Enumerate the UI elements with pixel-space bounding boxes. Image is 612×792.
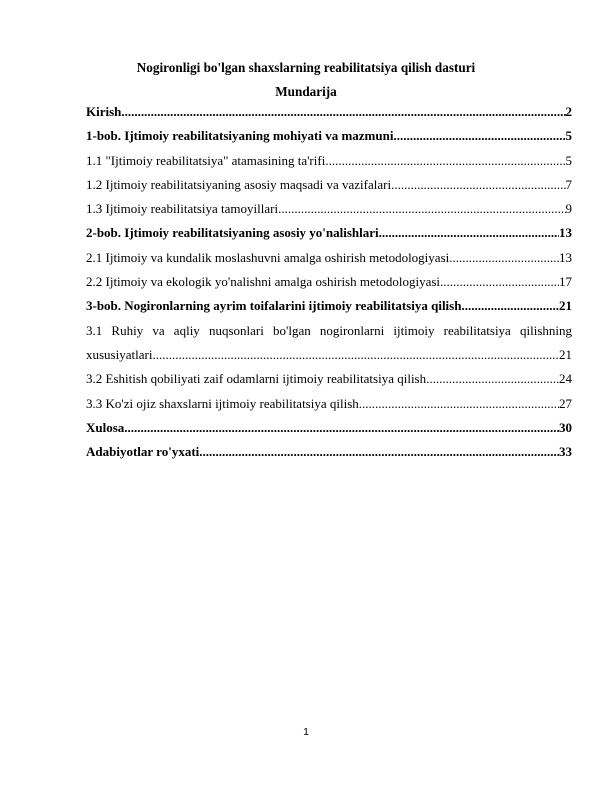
toc-leader-dots [199, 444, 559, 460]
toc-entry-label: Adabiyotlar ro'yxati [86, 444, 200, 460]
toc-entry-page: 5 [565, 128, 572, 144]
toc-entry-label: 1-bob. Ijtimoiy reabilitatsiyaning mohiyati va mazmuni [86, 128, 394, 144]
toc-leader-dots [379, 225, 559, 241]
toc-entry-label: Xulosa [86, 419, 125, 435]
table-of-contents [86, 104, 572, 468]
toc-entry-page: 9 [565, 201, 572, 217]
toc-entry-label: 1.2 Ijtimoiy reabilitatsiyaning asosiy maqsadi va vazifalari [86, 176, 392, 192]
toc-entry-page: 13 [559, 249, 572, 265]
toc-entry-page: 21 [559, 346, 572, 362]
toc-entry-label: 1.3 Ijtimoiy reabilitatsiya tamoyillari [86, 201, 279, 217]
toc-entry-1-2[interactable] [86, 177, 572, 201]
toc-entry-page: 2 [565, 104, 572, 119]
toc-leader-dots [393, 128, 565, 144]
toc-entry-label: 2.1 Ijtimoiy va kundalik moslashuvni amalga oshirish metodologiyasi [86, 249, 450, 265]
toc-entry-page: 13 [559, 225, 572, 241]
toc-leader-dots [440, 274, 559, 290]
page-number: 1 [303, 726, 309, 738]
toc-entry-page: 5 [565, 152, 572, 168]
document-title: Nogironligi bo'lgan shaxslarning reabilitatsiya qilish dasturi [136, 60, 476, 75]
toc-entry-label: 3.1 Ruhiy va aqliy nuqsonlari bo'lgan nogironlarni ijtimoiy reabilitatsiya qilishning [86, 322, 572, 338]
toc-heading: Mundarija [275, 84, 337, 99]
toc-entry-chapter-2[interactable] [86, 225, 572, 249]
toc-entry-2-1[interactable] [86, 250, 572, 274]
toc-entry-page: 33 [559, 444, 572, 460]
toc-entry-label: 3.2 Eshitish qobiliyati zaif odamlarni ijtimoiy reabilitatsiya qilish [86, 371, 427, 387]
toc-leader-dots [391, 177, 565, 193]
toc-entry-page: 30 [559, 419, 572, 435]
toc-entry-label: 3.3 Ko'zi ojiz shaxslarni ijtimoiy reabilitatsiya qilish [86, 395, 359, 411]
toc-entry-1-3[interactable] [86, 201, 572, 225]
toc-leader-dots [449, 250, 559, 266]
toc-leader-dots [461, 298, 559, 314]
toc-entry-page: 21 [559, 298, 572, 314]
toc-leader-dots [359, 396, 559, 412]
toc-leader-dots [124, 420, 559, 436]
toc-leader-dots [325, 153, 565, 169]
toc-leader-dots [121, 104, 565, 120]
toc-entry-3-1-line1[interactable] [86, 323, 572, 347]
toc-entry-page: 17 [559, 274, 572, 290]
toc-entry-chapter-3[interactable] [86, 298, 572, 322]
toc-entry-label: Kirish [86, 104, 122, 119]
toc-entry-xulosa[interactable] [86, 420, 572, 444]
toc-entry-label: xususiyatlari [86, 346, 153, 362]
toc-entry-1-1[interactable] [86, 153, 572, 177]
toc-entry-page: 7 [565, 176, 572, 192]
toc-entry-chapter-1[interactable] [86, 128, 572, 152]
toc-entry-kirish[interactable] [86, 104, 572, 128]
toc-entry-page: 27 [559, 395, 572, 411]
toc-entry-adabiyotlar[interactable] [86, 444, 572, 468]
toc-leader-dots [152, 347, 559, 363]
toc-entry-label: 2.2 Ijtimoiy va ekologik yo'nalishni amalga oshirish metodologiyasi [86, 274, 441, 290]
toc-entry-label: 3-bob. Nogironlarning ayrim toifalarini ijtimoiy reabilitatsiya qilish [86, 298, 462, 314]
toc-entry-2-2[interactable] [86, 274, 572, 298]
toc-entry-3-2[interactable] [86, 371, 572, 395]
toc-leader-dots [278, 201, 565, 217]
toc-entry-3-1-line2[interactable] [86, 347, 572, 371]
toc-entry-3-3[interactable] [86, 396, 572, 420]
toc-entry-label: 1.1 "Ijtimoiy reabilitatsiya" atamasining ta'rifi [86, 152, 326, 168]
toc-entry-label: 2-bob. Ijtimoiy reabilitatsiyaning asosiy yo'nalishlari [86, 225, 379, 241]
toc-leader-dots [426, 371, 559, 387]
toc-entry-page: 24 [559, 371, 572, 387]
